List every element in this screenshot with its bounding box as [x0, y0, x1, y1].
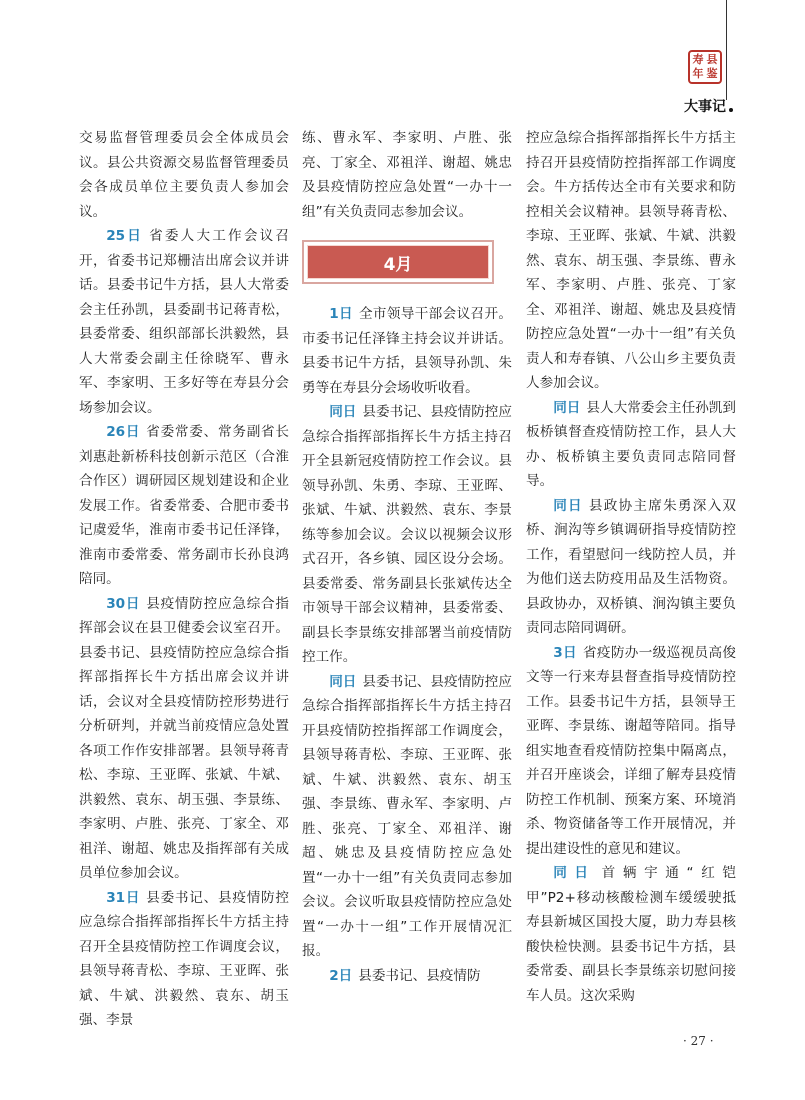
entry-date: 1日: [329, 306, 353, 322]
entry-text: 交易监督管理委员会全体成员会议。县公共资源交易监督管理委员会各成员单位主要负责人参加会议。: [79, 130, 289, 220]
entry-paragraph: [79, 886, 289, 1033]
section-title: 大事记: [684, 99, 726, 115]
entry-text: 县委书记、县疫情防控应急综合指挥部指挥长牛方括主持召开全县新冠疫情防控工作会议。县领导孙凯、朱勇、李琼、王亚晖、张斌、牛斌、洪毅然、袁东、李景练等参加会议。会议以视频会议形式召开，各乡镇、园区设分会场。县委常委、常务副县长张斌传达全市领导干部会议精神，县委常委、副县长李景练安排部署当前疫情防控工作。: [302, 404, 512, 665]
entry-date: 25日: [106, 228, 144, 244]
entry-date: 30日: [106, 595, 141, 612]
entry-paragraph: [302, 400, 512, 670]
entry-date: 26日: [106, 424, 141, 440]
entry-date: 2日: [329, 967, 353, 984]
entry-paragraph: [526, 126, 736, 396]
month-heading: 4月: [307, 245, 489, 279]
entry-paragraph: [302, 126, 512, 224]
entry-paragraph: [79, 592, 289, 886]
entry-date: 同日: [553, 865, 596, 881]
entry-text: 省委常委、常务副省长刘惠赴新桥科技创新示范区（合淮合作区）调研园区规划建设和企业发展工作。省委常委、合肥市委书记虞爱华，淮南市委书记任泽锋，淮南市委常委、常务副市长孙良鸿陪同。: [79, 424, 289, 587]
entry-text: 首辆宇通“红铠甲”P2+移动核酸检测车缓缓驶抵寿县新城区国投大厦，助力寿县核酸快检快测。县委书记牛方括，县委常委、副县长李景练亲切慰问接车人员。这次采购: [526, 865, 737, 1004]
page-number: · 27 ·: [683, 1034, 714, 1048]
column-2: [302, 126, 512, 988]
entry-paragraph: [526, 861, 736, 1008]
entry-text: 县委书记、县疫情防: [358, 967, 481, 984]
column-1: [79, 126, 289, 1033]
entry-paragraph: [526, 396, 736, 494]
yearbook-logo-seal: 寿 县 年 鉴: [688, 50, 722, 84]
entry-paragraph: [302, 964, 512, 989]
entry-text: 省委人大工作会议召开，省委书记郑栅洁出席会议并讲话。县委书记牛方括，县人大常委会主任孙凯，县委副书记蒋青松，县委常委、组织部部长洪毅然，县人大常委会副主任徐晓军、曹永军、李家明、王多好等在寿县分会场参加会议。: [79, 228, 289, 416]
entry-paragraph: [302, 670, 512, 964]
entry-paragraph: [302, 302, 512, 400]
entry-paragraph: [79, 126, 289, 224]
entry-text: 县委书记、县疫情防控应急综合指挥部指挥长牛方括主持召开全县疫情防控工作调度会议，县领导蒋青松、李琼、王亚晖、张斌、牛斌、洪毅然、袁东、胡玉强、李景: [79, 889, 289, 1028]
entry-paragraph: [526, 494, 736, 641]
entry-date: 31日: [106, 889, 141, 906]
month-heading-box: [302, 240, 494, 284]
entry-text: 县委书记、县疫情防控应急综合指挥部指挥长牛方括主持召开县疫情防控指挥部工作调度会，县领导蒋青松、李琼、王亚晖、张斌、牛斌、洪毅然、袁东、胡玉强、李景练、曹永军、李家明、卢胜、张亮、丁家全、邓祖洋、谢超、姚忠及县疫情防控应急处置“一办十一组”有关负责同志参加会议。会议听取县疫情防控应急处置“一办十一组”工作开展情况汇报。: [302, 673, 512, 959]
entry-paragraph: [79, 224, 289, 420]
entry-paragraph: [526, 641, 736, 862]
entry-date: 同日: [329, 673, 357, 690]
entry-paragraph: [79, 420, 289, 592]
entry-text: 县政协主席朱勇深入双桥、涧沟等乡镇调研指导疫情防控工作，看望慰问一线防控人员，并为他们送去防疫用品及生活物资。县政协办，双桥镇、涧沟镇主要负责同志陪同调研。: [526, 497, 737, 636]
entry-text: 县疫情防控应急综合指挥部会议在县卫健委会议室召开。县委书记、县疫情防控应急综合指挥部指挥长牛方括出席会议并讲话，会议对全县疫情防控形势进行分析研判，并就当前疫情应急处置各项工作作安排部署。县领导蒋青松、李琼、王亚晖、张斌、牛斌、洪毅然、袁东、胡玉强、李景练、李家明、卢胜、张亮、丁家全、邓祖洋、谢超、姚忠及指挥部有关成员单位参加会议。: [79, 595, 289, 881]
entry-text: 控应急综合指挥部指挥长牛方括主持召开县疫情防控指挥部工作调度会。牛方括传达全市有关要求和防控相关会议精神。县领导蒋青松、李琼、王亚晖、张斌、牛斌、洪毅然、袁东、胡玉强、李景练、曹永军、李家明、卢胜、张亮、丁家全、邓祖洋、谢超、姚忠及县疫情防控应急处置“一办十一组”有关负责人和寿春镇、八公山乡主要负责人参加会议。: [526, 130, 736, 391]
entry-date: 同日: [553, 497, 583, 514]
section-dot-icon: [729, 108, 733, 112]
header-rule: [726, 0, 727, 100]
column-3: [526, 126, 736, 1008]
entry-date: 同日: [329, 404, 357, 420]
entry-date: 同日: [553, 399, 581, 416]
entry-text: 县人大常委会主任孙凯到板桥镇督查疫情防控工作，县人大办、板桥镇主要负责同志陪同督导。: [526, 399, 736, 489]
entry-text: 省疫防办一级巡视员高俊文等一行来寿县督查指导疫情防控工作。县委书记牛方括，县领导王亚晖、李景练、谢超等陪同。指导组实地查看疫情防控集中隔离点，并召开座谈会，详细了解寿县疫情防控工作机制、预案方案、环境消杀、物资储备等工作开展情况，并提出建设性的意见和建议。: [526, 644, 736, 857]
entry-date: 3日: [553, 644, 577, 661]
entry-text: 全市领导干部会议召开。市委书记任泽锋主持会议并讲话。县委书记牛方括，县领导孙凯、朱勇等在寿县分会场收听收看。: [302, 306, 512, 396]
entry-text: 练、曹永军、李家明、卢胜、张亮、丁家全、邓祖洋、谢超、姚忠及县疫情防控应急处置“一办十一组”有关负责同志参加会议。: [302, 130, 512, 220]
